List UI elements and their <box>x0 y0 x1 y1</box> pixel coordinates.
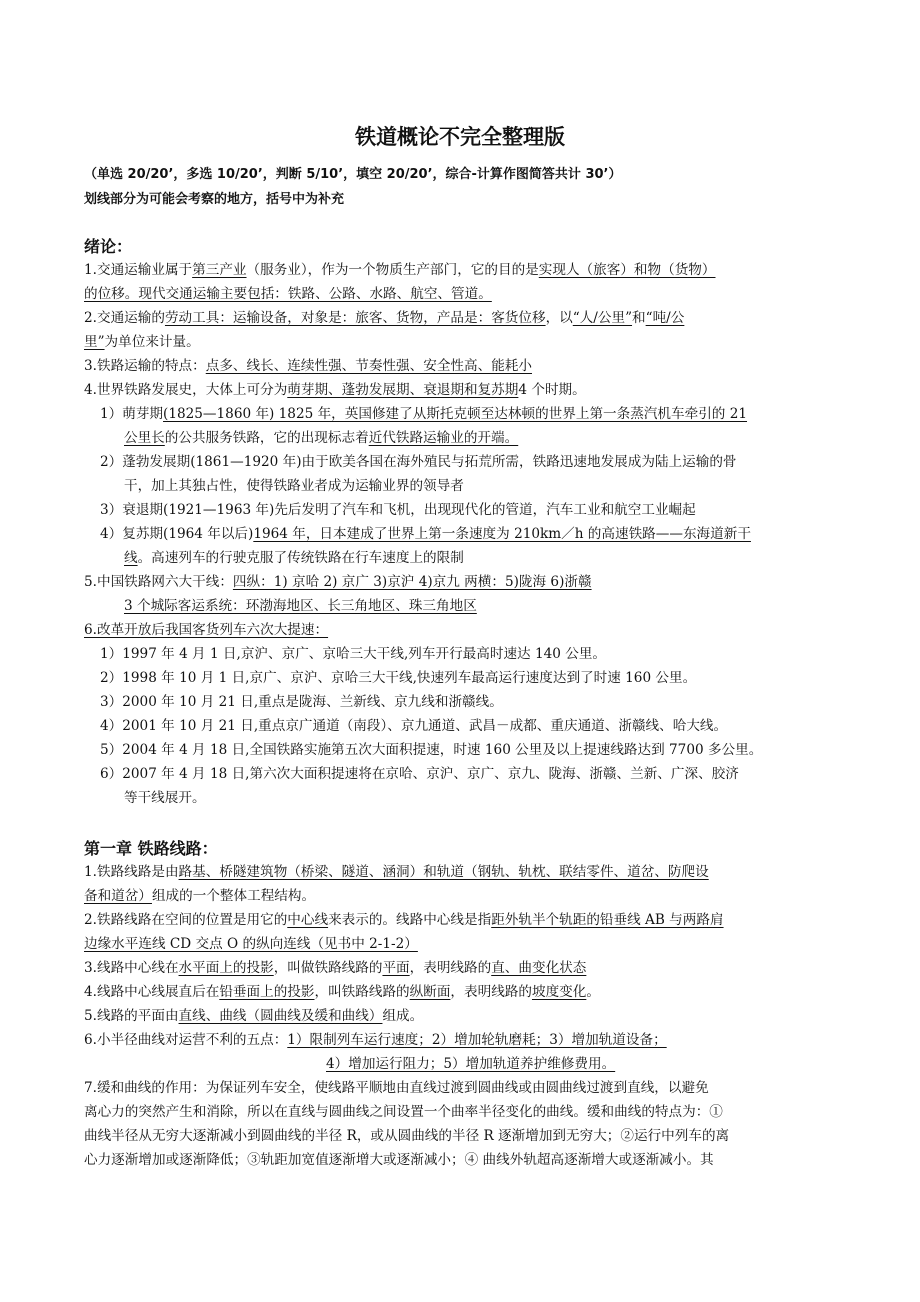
ch1-paragraph-1-cont: 备和道岔）组成的一个整体工程结构。 <box>84 888 316 904</box>
document-title: 铁道概论不完全整理版 <box>355 125 565 149</box>
paragraph-4: 4.世界铁路发展史，大体上可分为萌芽期、蓬勃发展期、衰退期和复苏期4 个时期。 <box>84 382 586 398</box>
ch1-paragraph-6-cont: 4）增加运行阻力；5）增加轨道养护维修费用。 <box>326 1056 616 1072</box>
ch1-paragraph-3: 3.线路中心线在水平面上的投影，叫做铁路线路的平面，表明线路的直、曲变化状态 <box>84 960 587 976</box>
ch1-paragraph-2-cont: 边缘水平连线 CD 交点 O 的纵向连线（见书中 2-1-2） <box>84 936 418 952</box>
list-item-sprout: 1）萌芽期(1825—1860 年) 1825 年，英国修建了从斯托克顿至达林顿的世界上第一条蒸汽机车牵引的 21 <box>100 406 748 422</box>
speedup-6-cont: 等干线展开。 <box>124 790 206 806</box>
ch1-paragraph-1: 1.铁路线路是由路基、桥隧建筑物（桥梁、隧道、涵洞）和轨道（钢轨、轨枕、联结零件、道岔、防爬设 <box>84 864 709 880</box>
ch1-paragraph-7-line2: 离心力的突然产生和消除，所以在直线与圆曲线之间设置一个曲率半径变化的曲线。缓和曲线的特点为：① <box>84 1104 723 1120</box>
ch1-paragraph-4: 4.线路中心线展直后在铅垂面上的投影，叫铁路线路的纵断面，表明线路的坡度变化。 <box>84 984 600 1000</box>
ch1-paragraph-2: 2.铁路线路在空间的位置是用它的中心线来表示的。线路中心线是指距外轨半个轨距的铅垂线 AB 与两路肩 <box>84 912 724 928</box>
paragraph-5: 5.中国铁路网六大干线：四纵：1) 京哈 2) 京广 3)京沪 4)京九 两横：5)陇海 6)浙赣 <box>84 574 592 590</box>
list-item-revival: 4）复苏期(1964 年以后)1964 年，日本建成了世界上第一条速度为 210km／h 的高速铁路——东海道新干 <box>100 526 751 542</box>
list-item-boom: 2）蓬勃发展期(1861—1920 年)由于欧美各国在海外殖民与拓荒所需，铁路迅速地发展成为陆上运输的骨 <box>100 454 737 470</box>
ch1-paragraph-7-line4: 心力逐渐增加或逐渐降低；③轨距加宽值逐渐增大或逐渐减小；④ 曲线外轨超高逐渐增大或逐渐减小。其 <box>84 1152 714 1168</box>
paragraph-1: 1.交通运输业属于第三产业（服务业），作为一个物质生产部门，它的目的是实现人（旅客）和物（货物） <box>84 262 716 278</box>
paragraph-2: 2.交通运输的劳动工具：运输设备，对象是：旅客、货物，产品是：客货位移，以“人/公里”和“吨/公 <box>84 310 685 326</box>
speedup-6: 6）2007 年 4 月 18 日,第六次大面积提速将在京哈、京沪、京广、京九、陇海、浙赣、兰新、广深、胶济 <box>100 766 739 782</box>
paragraph-2-cont: 里”为单位来计量。 <box>84 334 200 350</box>
list-item-revival-cont: 线。高速列车的行驶克服了传统铁路在行车速度上的限制 <box>124 550 464 566</box>
score-distribution: （单选 20/20’，多选 10/20’，判断 5/10’，填空 20/20’，综合-计算作图简答共计 30’） <box>84 167 622 182</box>
list-item-boom-cont: 干，加上其独占性，使得铁路业者成为运输业界的领导者 <box>124 478 464 494</box>
speedup-1: 1）1997 年 4 月 1 日,京沪、京广、京哈三大干线,列车开行最高时速达 140 公里。 <box>100 646 606 662</box>
ch1-paragraph-6: 6.小半径曲线对运营不利的五点：1）限制列车运行速度；2）增加轮轨磨耗；3）增加轨道设备； <box>84 1032 667 1048</box>
section-heading-intro: 绪论： <box>84 237 133 256</box>
speedup-2: 2）1998 年 10 月 1 日,京广、京沪、京哈三大干线,快速列车最高运行速度达到了时速 160 公里。 <box>100 670 697 686</box>
list-item-sprout-cont: 公里长的公共服务铁路，它的出现标志着近代铁路运输业的开端。 <box>124 430 519 446</box>
list-item-decline: 3）衰退期(1921—1963 年)先后发明了汽车和飞机，出现现代化的管道，汽车工业和航空工业崛起 <box>100 502 696 518</box>
paragraph-6: 6.改革开放后我国客货列车六次大提速： <box>84 622 329 638</box>
ch1-paragraph-7: 7.缓和曲线的作用：为保证列车安全，使线路平顺地由直线过渡到圆曲线或由圆曲线过渡到直线，以避免 <box>84 1080 709 1096</box>
ch1-paragraph-5: 5.线路的平面由直线、曲线（圆曲线及缓和曲线）组成。 <box>84 1008 424 1024</box>
speedup-3: 3）2000 年 10 月 21 日,重点是陇海、兰新线、京九线和浙赣线。 <box>100 694 503 710</box>
note-line: 划线部分为可能会考察的地方，括号中为补充 <box>84 192 345 207</box>
ch1-paragraph-7-line3: 曲线半径从无穷大逐渐减小到圆曲线的半径 R，或从圆曲线的半径 R 逐渐增加到无穷大；②运行中列车的离 <box>84 1128 730 1144</box>
paragraph-3: 3.铁路运输的特点：点多、线长、连续性强、节奏性强、安全性高、能耗小 <box>84 358 532 374</box>
paragraph-1-cont: 的位移。现代交通运输主要包括：铁路、公路、水路、航空、管道。 <box>84 286 492 302</box>
section-heading-chapter1: 第一章 铁路线路： <box>84 839 218 858</box>
speedup-5: 5）2004 年 4 月 18 日,全国铁路实施第五次大面积提速，时速 160 公里及以上提速线路达到 7700 多公里。 <box>100 742 763 758</box>
paragraph-5-cont: 3 个城际客运系统：环渤海地区、长三角地区、珠三角地区 <box>124 598 477 614</box>
speedup-4: 4）2001 年 10 月 21 日,重点京广通道（南段）、京九通道、武昌－成都、重庆通道、浙赣线、哈大线。 <box>100 718 728 734</box>
